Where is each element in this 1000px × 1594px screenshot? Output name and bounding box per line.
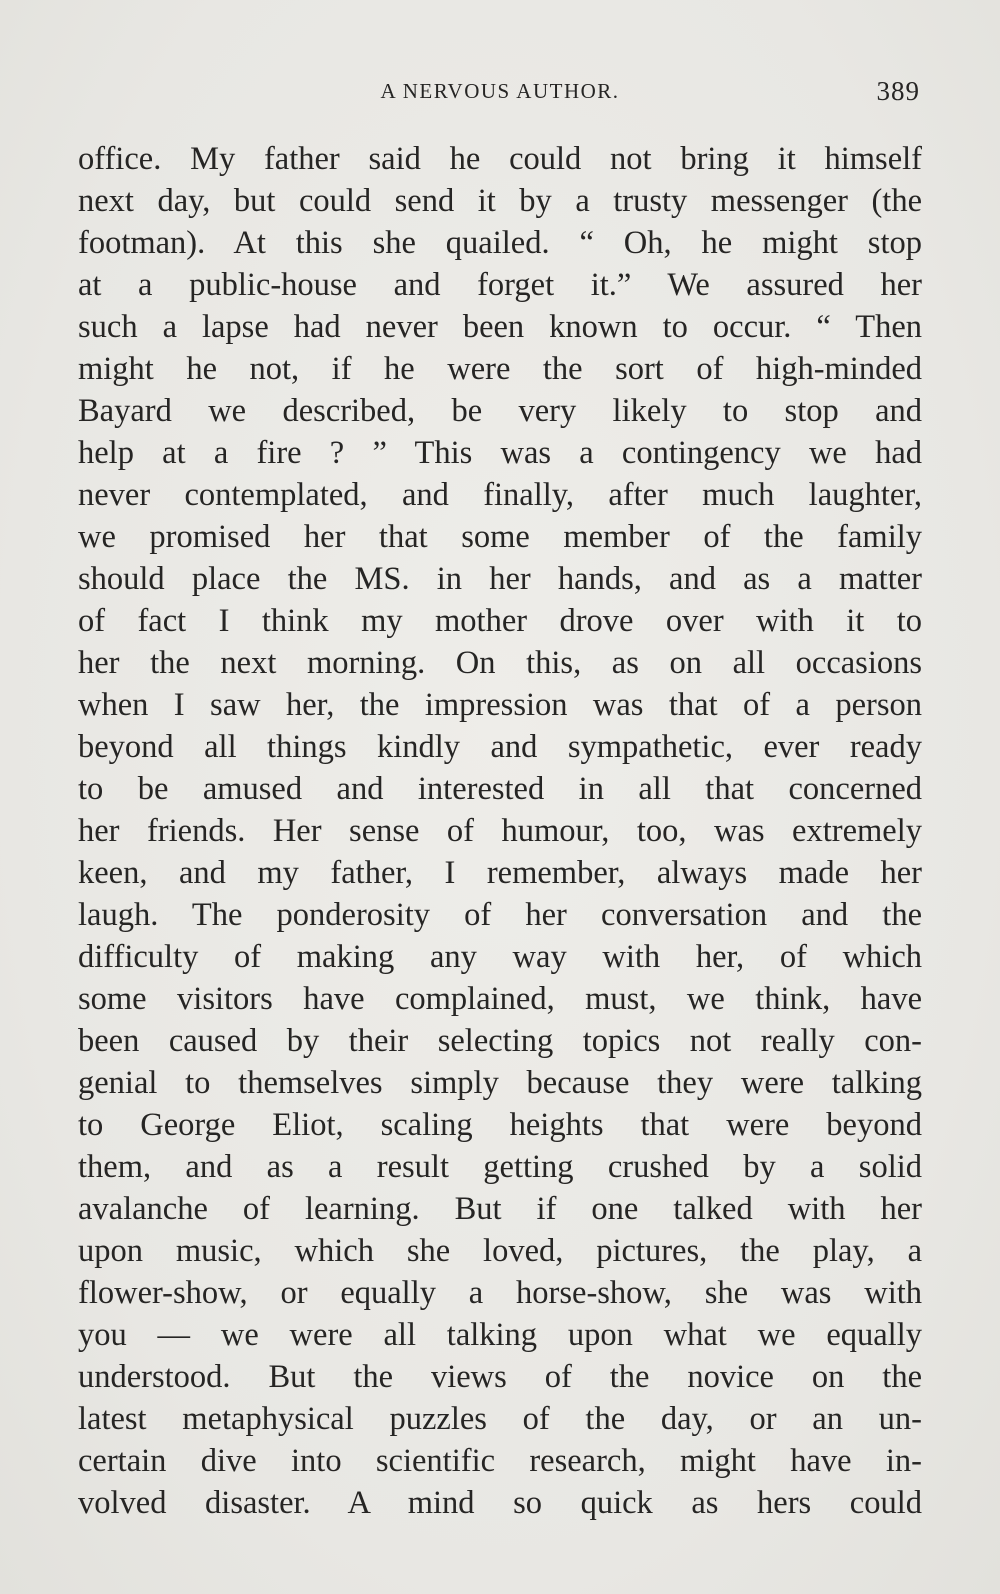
text-line: keen, and my father, I remember, always made her bbox=[78, 855, 922, 891]
text-line: genial to themselves simply because they were talking bbox=[78, 1065, 922, 1101]
text-line: office. My father said he could not bring it himself bbox=[78, 141, 922, 177]
body-text bbox=[78, 138, 922, 1524]
text-line: understood. But the views of the novice on the bbox=[78, 1359, 922, 1395]
text-line: avalanche of learning. But if one talked with her bbox=[78, 1191, 922, 1227]
text-line: we promised her that some member of the family bbox=[78, 519, 922, 555]
text-line: you — we were all talking upon what we equally bbox=[78, 1317, 922, 1353]
text-line: of fact I think my mother drove over with it to bbox=[78, 603, 922, 639]
text-line: Bayard we described, be very likely to stop and bbox=[78, 393, 922, 429]
page-number: 389 bbox=[876, 76, 920, 106]
text-line: to George Eliot, scaling heights that were beyond bbox=[78, 1107, 922, 1143]
text-line: footman). At this she quailed. “ Oh, he might stop bbox=[78, 225, 922, 261]
text-line: never contemplated, and finally, after much laughter, bbox=[78, 477, 922, 513]
text-line: her the next morning. On this, as on all occasions bbox=[78, 645, 922, 681]
text-line: volved disaster. A mind so quick as hers could bbox=[78, 1485, 922, 1521]
text-line: them, and as a result getting crushed by a solid bbox=[78, 1149, 922, 1185]
text-line: some visitors have complained, must, we think, have bbox=[78, 981, 922, 1017]
text-line: her friends. Her sense of humour, too, was extremely bbox=[78, 813, 922, 849]
running-head bbox=[80, 74, 920, 108]
text-line: such a lapse had never been known to occur. “ Then bbox=[78, 309, 922, 345]
text-line: latest metaphysical puzzles of the day, or an un- bbox=[78, 1401, 922, 1437]
running-title: A NERVOUS AUTHOR. bbox=[380, 79, 620, 103]
text-line: flower-show, or equally a horse-show, she was with bbox=[78, 1275, 922, 1311]
text-line: should place the MS. in her hands, and as a matter bbox=[78, 561, 922, 597]
text-line: next day, but could send it by a trusty messenger (the bbox=[78, 183, 922, 219]
text-line: certain dive into scientific research, might have in- bbox=[78, 1443, 922, 1479]
text-line: might he not, if he were the sort of high-minded bbox=[78, 351, 922, 387]
text-line: when I saw her, the impression was that of a person bbox=[78, 687, 922, 723]
text-line: to be amused and interested in all that concerned bbox=[78, 771, 922, 807]
text-line: difficulty of making any way with her, of which bbox=[78, 939, 922, 975]
text-line: upon music, which she loved, pictures, the play, a bbox=[78, 1233, 922, 1269]
text-line: help at a fire ? ” This was a contingency we had bbox=[78, 435, 922, 471]
text-line: been caused by their selecting topics not really con- bbox=[78, 1023, 922, 1059]
text-line: beyond all things kindly and sympathetic, ever ready bbox=[78, 729, 922, 765]
text-line: at a public-house and forget it.” We assured her bbox=[78, 267, 922, 303]
text-line: laugh. The ponderosity of her conversation and the bbox=[78, 897, 922, 933]
